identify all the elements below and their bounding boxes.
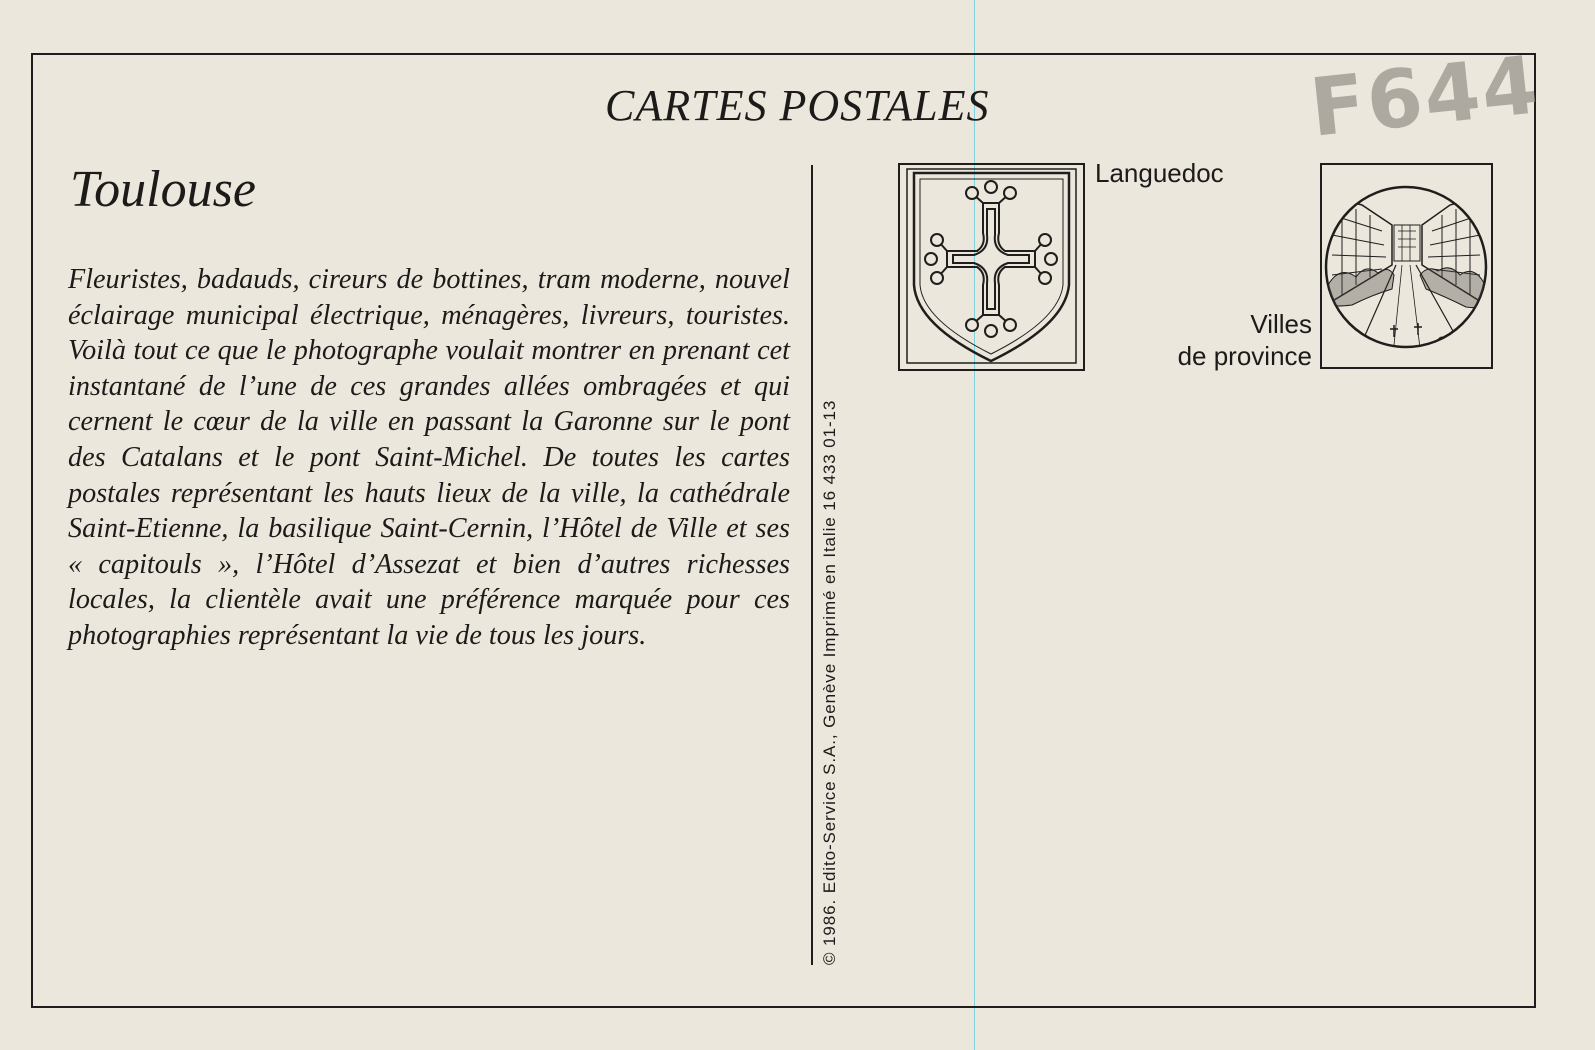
- coat-of-arms-box: [898, 163, 1085, 371]
- description-text: Fleuristes, badauds, cireurs de bottines, tram moderne, nouvel éclairage municipal électrique, ménagères, livreurs, touristes. Voilà tout ce que le photographe voulait montrer en prenant cet instantané de l’une de ces grandes allées ombragées et qui cernent le cœur de la ville en passant la Garonne sur le pont des Catalans et le pont Saint-Michel. De toutes les cartes postales représentant les hauts lieux de la ville, la cathédrale Saint-Etienne, la basilique Saint-Cernin, l’Hôtel de Ville et ses « capitouls », l’Hôtel d’Assezat et bien d’autres richesses locales, la clientèle avait une préférence marquée pour ces photographies représentant la vie de tous les jours.: [68, 264, 790, 651]
- handwritten-reference-code: F644: [1305, 38, 1544, 155]
- region-label: Languedoc: [1095, 158, 1224, 188]
- copyright-notice: © 1986. Edito-Service S.A., Genève Imprimé en Italie 16 433 01-13: [820, 399, 839, 965]
- street-scene-medallion-icon: [1322, 165, 1491, 367]
- city-title: Toulouse: [70, 161, 256, 218]
- occitan-cross-icon: [900, 165, 1083, 369]
- vertical-divider: [811, 165, 813, 965]
- series-medallion-box: [1320, 163, 1493, 369]
- series-label-line-1: Villes: [1250, 309, 1312, 339]
- series-label: [1100, 308, 1312, 372]
- series-label-line-2: de province: [1177, 341, 1312, 371]
- page-title: CARTES POSTALES: [605, 81, 990, 130]
